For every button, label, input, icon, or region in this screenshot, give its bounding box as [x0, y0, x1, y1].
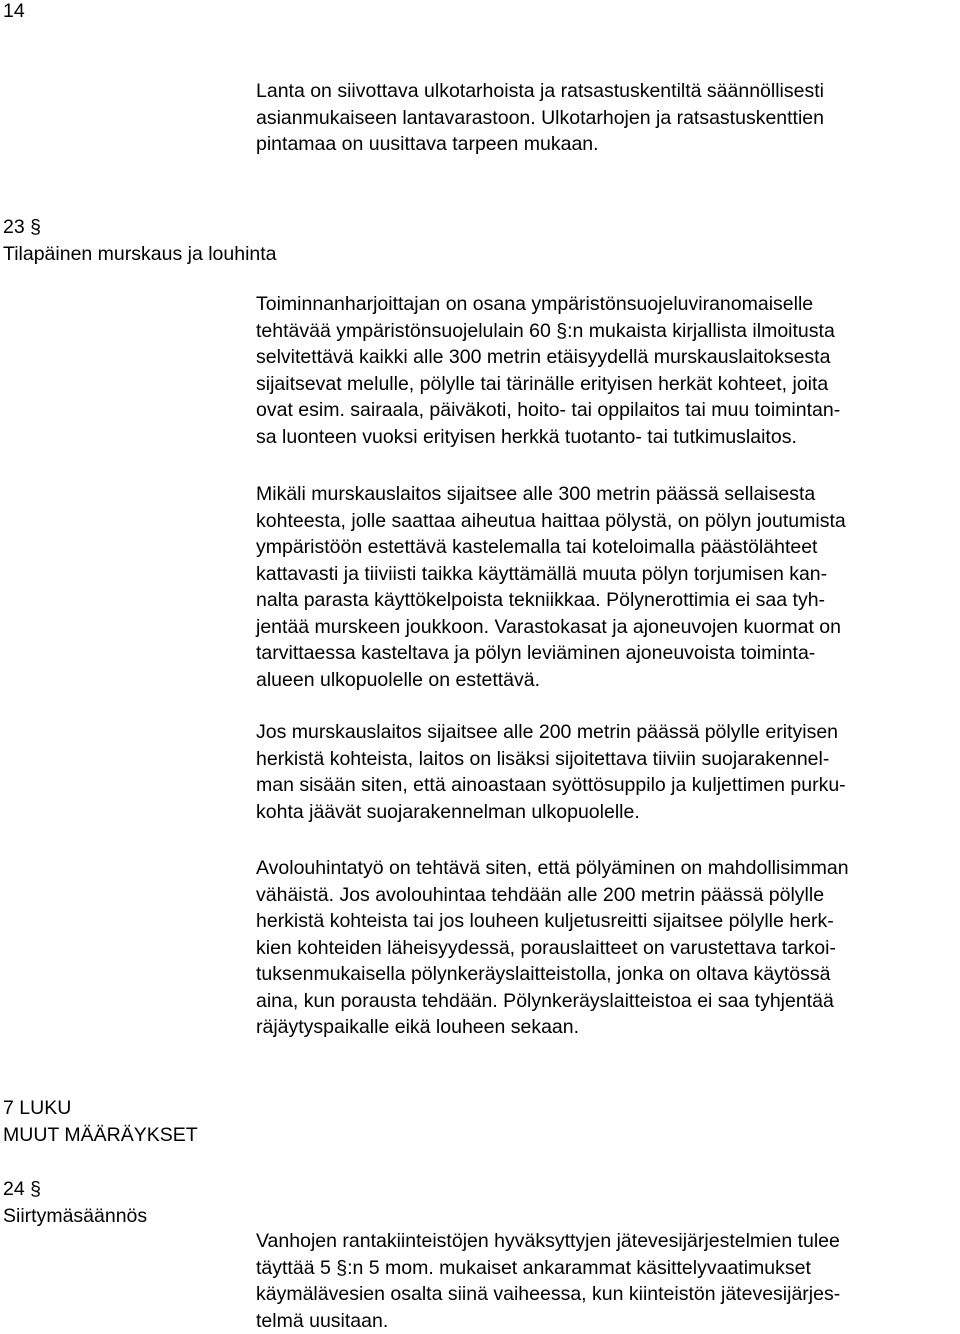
text-line: herkistä kohteista tai jos louheen kuljetusreitti sijaitsee pölylle herk- — [256, 908, 849, 935]
text-line: käymälävesien osalta siinä vaiheessa, kun kiinteistön jätevesijärjes- — [256, 1281, 840, 1308]
text-line: kohteesta, jolle saattaa aiheutua haittaa pölystä, on pölyn joutumista — [256, 508, 846, 535]
text-line: täyttää 5 §:n 5 mom. mukaiset ankarammat käsittelyvaatimukset — [256, 1255, 840, 1282]
text-line: tarvittaessa kasteltava ja pölyn leviäminen ajoneuvoista toiminta- — [256, 640, 846, 667]
text-line: Vanhojen rantakiinteistöjen hyväksyttyjen jätevesijärjestelmien tulee — [256, 1228, 840, 1255]
chapter-7-heading — [3, 1095, 198, 1148]
section-number: 24 § — [3, 1176, 147, 1203]
text-line: kien kohteiden läheisyydessä, porauslaitteet on varustettava tarkoi- — [256, 935, 849, 962]
section-23-paragraph-4 — [256, 855, 849, 1041]
section-23-paragraph-2 — [256, 481, 846, 693]
text-line: alueen ulkopuolelle on estettävä. — [256, 667, 846, 694]
section-title: Tilapäinen murskaus ja louhinta — [3, 241, 277, 268]
text-line: räjäytyspaikalle eikä louheen sekaan. — [256, 1014, 849, 1041]
text-line: ympäristöön estettävä kastelemalla tai koteloimalla päästölähteet — [256, 534, 846, 561]
text-line: aina, kun porausta tehdään. Pölynkeräyslaitteistoa ei saa tyhjentää — [256, 988, 849, 1015]
text-line: pintamaa on uusittava tarpeen mukaan. — [256, 131, 824, 158]
text-line: nalta parasta käyttökelpoista tekniikkaa. Pölynerottimia ei saa tyh- — [256, 587, 846, 614]
text-line: selvitettävä kaikki alle 300 metrin etäisyydellä murskauslaitoksesta — [256, 344, 840, 371]
text-line: kohta jäävät suojarakennelman ulkopuolelle. — [256, 799, 846, 826]
text-line: Toiminnanharjoittajan on osana ympäristönsuojeluviranomaiselle — [256, 291, 840, 318]
text-line: Avolouhintatyö on tehtävä siten, että pölyäminen on mahdollisimman — [256, 855, 849, 882]
text-line: vähäistä. Jos avolouhintaa tehdään alle 200 metrin päässä pölylle — [256, 882, 849, 909]
text-line: ovat esim. sairaala, päiväkoti, hoito- tai oppilaitos tai muu toimintan- — [256, 397, 840, 424]
section-24-paragraph — [256, 1228, 840, 1334]
section-23-paragraph-3 — [256, 719, 846, 825]
section-23-heading — [3, 214, 277, 267]
text-line: sa luonteen vuoksi erityisen herkkä tuotanto- tai tutkimuslaitos. — [256, 424, 840, 451]
text-line: Mikäli murskauslaitos sijaitsee alle 300 metrin päässä sellaisesta — [256, 481, 846, 508]
intro-paragraph — [256, 78, 824, 158]
text-line: Lanta on siivottava ulkotarhoista ja ratsastuskentiltä säännöllisesti — [256, 78, 824, 105]
text-line: man sisään siten, että ainoastaan syöttösuppilo ja kuljettimen purku- — [256, 772, 846, 799]
text-line: herkistä kohteista, laitos on lisäksi sijoitettava tiiviin suojarakennel- — [256, 746, 846, 773]
text-line: telmä uusitaan. — [256, 1308, 840, 1334]
page-number: 14 — [3, 0, 25, 23]
chapter-title: MUUT MÄÄRÄYKSET — [3, 1122, 198, 1149]
text-line: asianmukaiseen lantavarastoon. Ulkotarhojen ja ratsastuskenttien — [256, 105, 824, 132]
chapter-number: 7 LUKU — [3, 1095, 198, 1122]
text-line: sijaitsevat melulle, pölylle tai tärinälle erityisen herkät kohteet, joita — [256, 371, 840, 398]
text-line: tuksenmukaisella pölynkeräyslaitteistolla, jonka on oltava käytössä — [256, 961, 849, 988]
section-24-heading — [3, 1176, 147, 1229]
section-number: 23 § — [3, 214, 277, 241]
section-title: Siirtymäsäännös — [3, 1203, 147, 1230]
text-line: tehtävää ympäristönsuojelulain 60 §:n mukaista kirjallista ilmoitusta — [256, 318, 840, 345]
text-line: kattavasti ja tiiviisti taikka käyttämällä muuta pölyn torjumisen kan- — [256, 561, 846, 588]
text-line: jentää murskeen joukkoon. Varastokasat ja ajoneuvojen kuormat on — [256, 614, 846, 641]
section-23-paragraph-1 — [256, 291, 840, 450]
text-line: Jos murskauslaitos sijaitsee alle 200 metrin päässä pölylle erityisen — [256, 719, 846, 746]
